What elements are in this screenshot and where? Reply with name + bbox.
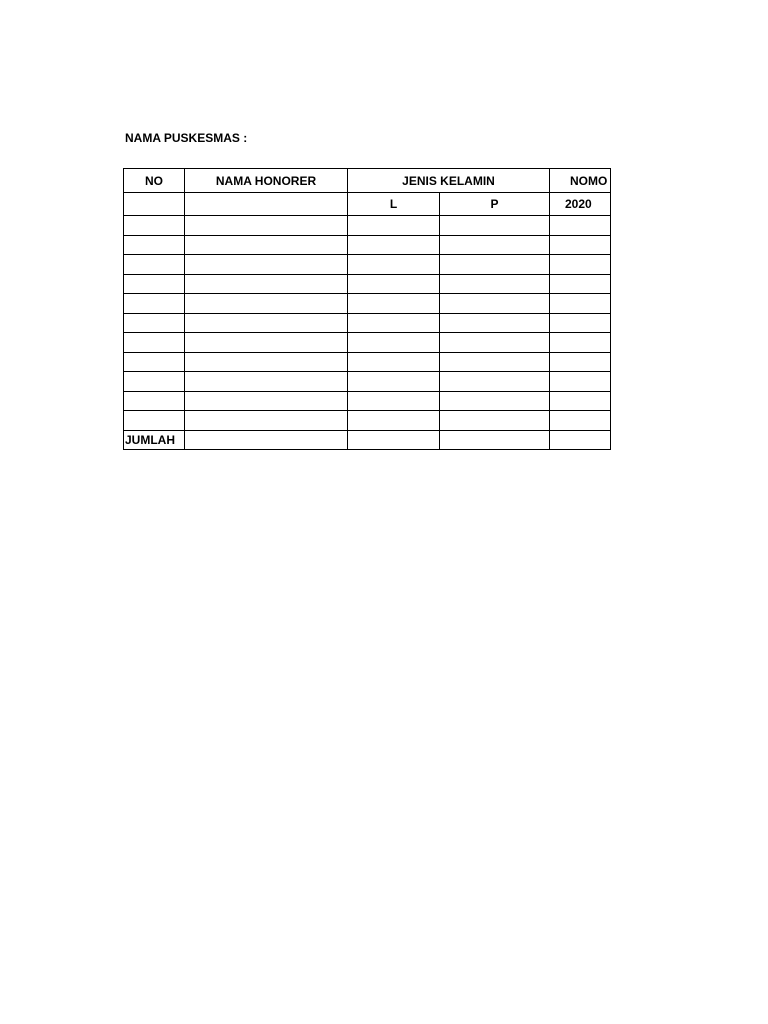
total-label[interactable]: JUMLAH [124,430,185,450]
data-table [123,168,611,450]
table-cell[interactable] [185,411,348,431]
table-cell[interactable] [550,352,612,372]
header-row [124,169,612,193]
table-cell[interactable] [440,411,550,431]
table-cell[interactable] [124,333,185,353]
subheader-no-cell[interactable] [124,193,185,216]
subheader-nama-cell[interactable] [185,193,348,216]
table-cell[interactable] [550,313,612,333]
table-cell[interactable] [124,294,185,314]
puskesmas-label: NAMA PUSKESMAS : [125,131,248,145]
table-cell[interactable] [550,372,612,392]
total-cell[interactable] [185,430,348,450]
table-cell[interactable] [440,235,550,255]
total-row [124,430,612,450]
table-row [124,274,612,294]
table-cell[interactable] [440,216,550,236]
table-cell[interactable] [348,411,440,431]
table-right-border [610,168,611,450]
table-cell[interactable] [550,216,612,236]
table-cell[interactable] [348,313,440,333]
subheader-l[interactable]: L [348,193,440,216]
table-cell[interactable] [124,274,185,294]
table-row [124,411,612,431]
table-cell[interactable] [348,372,440,392]
table-cell[interactable] [124,391,185,411]
table-cell[interactable] [124,216,185,236]
table-cell[interactable] [348,255,440,275]
table-cell[interactable] [440,391,550,411]
subheader-p[interactable]: P [440,193,550,216]
table-row [124,313,612,333]
table-cell[interactable] [348,235,440,255]
table-row [124,216,612,236]
table-cell[interactable] [185,235,348,255]
table-cell[interactable] [440,294,550,314]
table-cell[interactable] [550,294,612,314]
table-row [124,255,612,275]
table-cell[interactable] [124,313,185,333]
table-cell[interactable] [124,372,185,392]
table-cell[interactable] [440,352,550,372]
table-cell[interactable] [440,333,550,353]
table-cell[interactable] [185,372,348,392]
table-cell[interactable] [348,294,440,314]
table-cell[interactable] [185,216,348,236]
table-cell[interactable] [185,255,348,275]
table-row [124,352,612,372]
table-cell[interactable] [440,372,550,392]
subheader-row [124,193,612,216]
table-cell[interactable] [440,313,550,333]
table-row [124,372,612,392]
table-cell[interactable] [124,352,185,372]
header-jenis-kelamin[interactable]: JENIS KELAMIN [348,169,550,193]
total-cell[interactable] [348,430,440,450]
total-cell[interactable] [550,430,612,450]
table-cell[interactable] [185,333,348,353]
table-cell[interactable] [185,274,348,294]
table-cell[interactable] [550,235,612,255]
table-row [124,294,612,314]
table-cell[interactable] [550,391,612,411]
table-cell[interactable] [440,255,550,275]
table-cell[interactable] [348,391,440,411]
table-cell[interactable] [185,391,348,411]
table-cell[interactable] [185,352,348,372]
table-row [124,333,612,353]
table-row [124,391,612,411]
table-cell[interactable] [185,294,348,314]
table-cell[interactable] [348,216,440,236]
data-table-container [123,168,611,452]
table-cell[interactable] [550,411,612,431]
table-cell[interactable] [185,313,348,333]
table-row [124,235,612,255]
header-no[interactable]: NO [124,169,185,193]
table-cell[interactable] [348,274,440,294]
table-cell[interactable] [550,333,612,353]
table-cell[interactable] [550,255,612,275]
table-cell[interactable] [550,274,612,294]
table-cell[interactable] [124,235,185,255]
header-nomor[interactable]: NOMO [550,169,612,193]
header-nama-honorer[interactable]: NAMA HONORER [185,169,348,193]
total-cell[interactable] [440,430,550,450]
subheader-year[interactable]: 2020 [550,193,612,216]
table-cell[interactable] [124,411,185,431]
table-cell[interactable] [440,274,550,294]
table-cell[interactable] [348,352,440,372]
table-cell[interactable] [124,255,185,275]
table-cell[interactable] [348,333,440,353]
